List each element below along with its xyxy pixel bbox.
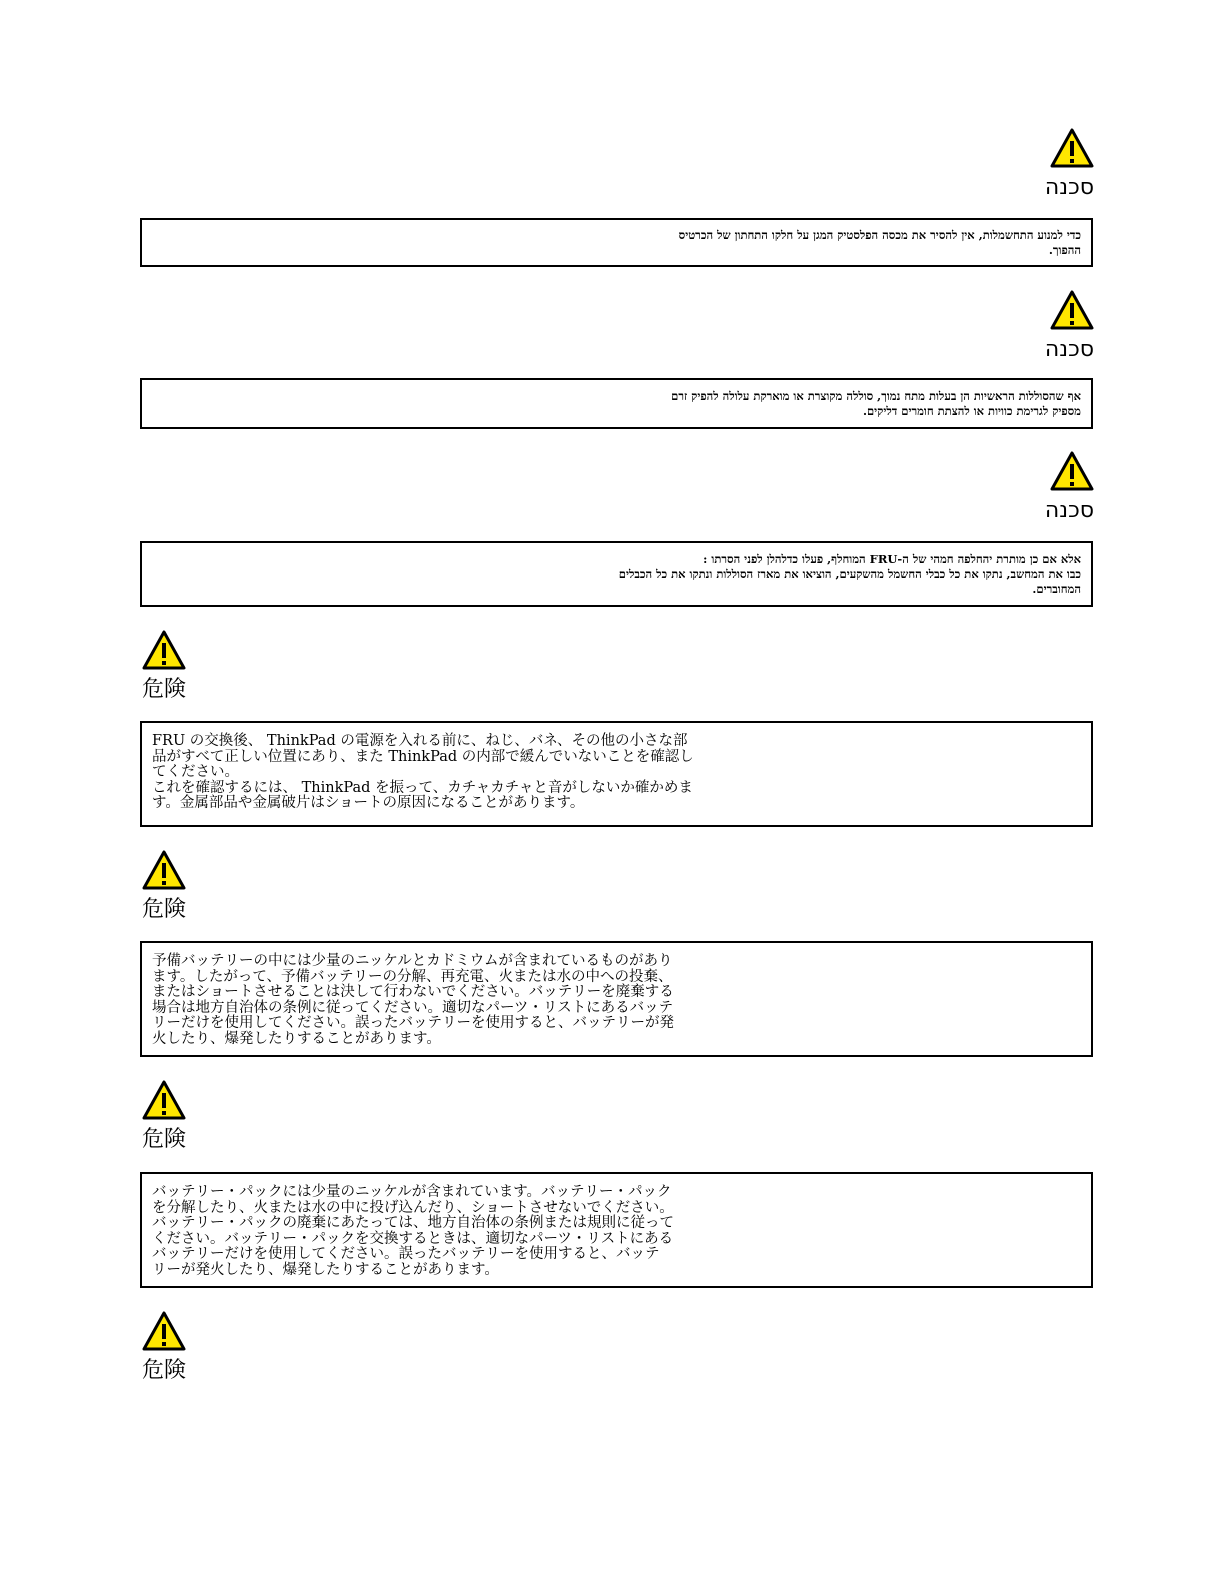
warning-box <box>140 218 1093 267</box>
warning-box <box>140 541 1093 607</box>
warning-box <box>140 721 1093 827</box>
danger-label: 危険 <box>142 1127 187 1152</box>
danger-label: סכנה <box>1044 337 1094 362</box>
warning-triangle-icon <box>142 630 186 670</box>
warning-triangle-icon <box>1050 451 1094 491</box>
warning-text: אף שהסוללות הראשיות הן בעלות מתח נמוך, סוללה מקוצרת או מוארקת עלולה להפיק זרם מספיק לגרימת כוויות או להצתת חומרים דליקים. <box>671 389 1081 418</box>
danger-label: 危険 <box>142 897 187 922</box>
warning-text: כדי למנוע התחשמלות, אין להסיר את מכסה הפלסטיק המגן על חלקו התחתון של הכרטיס ההפוך. <box>678 228 1081 257</box>
danger-label: סכנה <box>1044 175 1094 200</box>
warning-box <box>140 1172 1093 1288</box>
danger-label: 危険 <box>142 677 187 702</box>
warning-triangle-icon <box>1050 290 1094 330</box>
warning-triangle-icon <box>142 1080 186 1120</box>
warning-triangle-icon <box>142 1311 186 1351</box>
warning-box <box>140 378 1093 429</box>
warning-triangle-icon <box>142 850 186 890</box>
danger-label: סכנה <box>1044 498 1094 523</box>
danger-label: 危険 <box>142 1358 187 1383</box>
warning-box <box>140 941 1093 1057</box>
warning-triangle-icon <box>1050 128 1094 168</box>
warning-text: FRU の交換後、 ThinkPad の電源を入れる前に、ねじ、バネ、その他の小さな部 品がすべて正しい位置にあり、また ThinkPad の内部で緩んでいないことを確認し てください。 これを確認するには、 ThinkPad を振って、カチャカチャと音がしないか確かめま す。金属部品や金属破片はショートの原因になることがあります。 <box>152 733 694 811</box>
warning-text: バッテリー・パックには少量のニッケルが含まれています。バッテリー・パック を分解したり、火または水の中に投げ込んだり、ショートさせないでください。 バッテリー・パックの廃棄にあたっては、地方自治体の条例または規則に従って ください。バッテリー・パックを交換するときは、適切なパーツ・リストにある バッテリーだけを使用してください。誤ったバッテリーを使用すると、バッテ リーが発火したり、爆発したりすることがあります。 <box>152 1184 674 1278</box>
warning-text: אלא אם כן מותרת יהחלפה חמהי של ה-FRU המוחלף, פעלו כדלהלן לפני הסרתו : כבו את המחשב, נתקו את כל כבלי החשמל מהשקעים, הוציאו את מארז הסוללות ונתקו את כל הכבלים המחוברים. <box>618 552 1081 596</box>
warning-text: 予備バッテリーの中には少量のニッケルとカドミウムが含まれているものがあり ます。したがって、予備バッテリーの分解、再充電、火または水の中への投棄、 またはショートさせることは決して行わないでください。バッテリーを廃棄する 場合は地方自治体の条例に従ってください。適切なパーツ・リストにあるバッテ リーだけを使用してください。誤ったバッテリーを使用すると、バッテリーが発 火したり、爆発したりすることがあります。 <box>152 953 674 1047</box>
